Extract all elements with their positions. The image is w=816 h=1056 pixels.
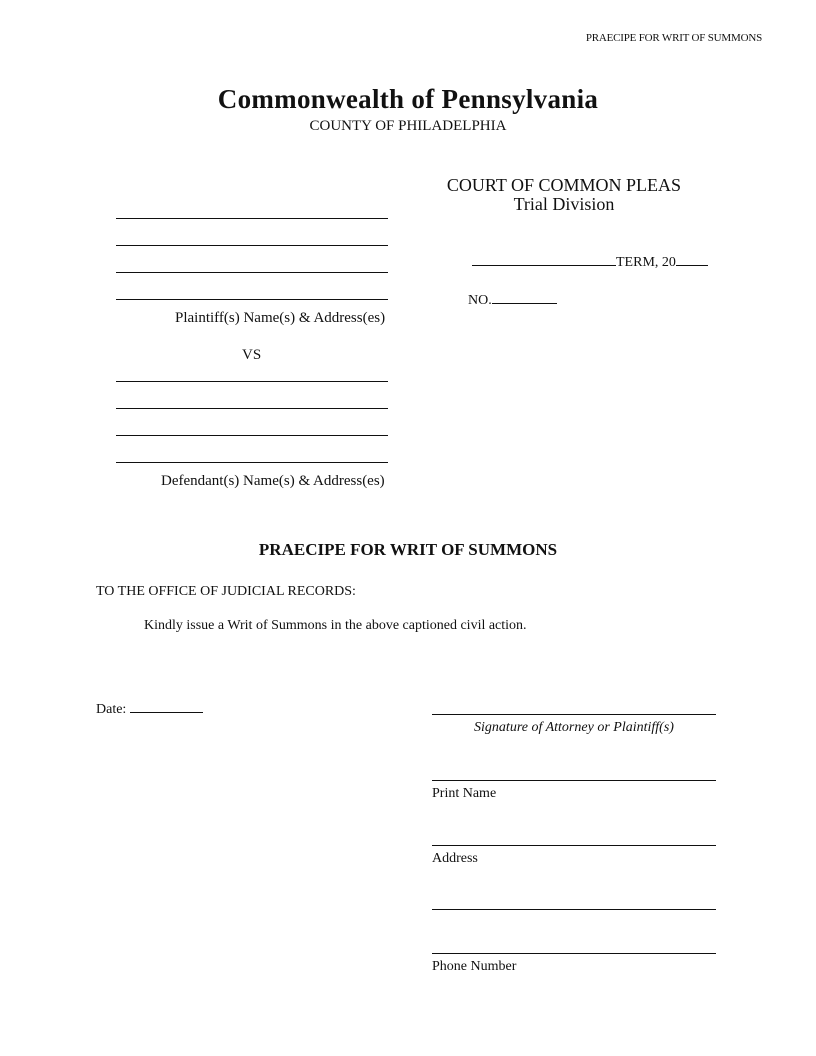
address-line-1[interactable] xyxy=(432,845,716,846)
term-blank[interactable] xyxy=(472,252,616,266)
plaintiff-line-4[interactable] xyxy=(116,299,388,300)
print-name-line[interactable] xyxy=(432,780,716,781)
phone-label: Phone Number xyxy=(432,959,517,974)
county-heading: COUNTY OF PHILADELPHIA xyxy=(309,118,507,134)
defendant-line-4[interactable] xyxy=(116,462,388,463)
addressee-line: TO THE OFFICE OF JUDICIAL RECORDS: xyxy=(96,584,356,599)
signature-label: Signature of Attorney or Plaintiff(s) xyxy=(474,720,674,735)
defendant-line-1[interactable] xyxy=(116,381,388,382)
case-number-field xyxy=(468,290,557,309)
court-division: Trial Division xyxy=(513,194,615,214)
print-name-label: Print Name xyxy=(432,786,497,801)
court-block xyxy=(414,176,714,214)
plaintiff-line-3[interactable] xyxy=(116,272,388,273)
plaintiff-line-1[interactable] xyxy=(116,218,388,219)
term-year-blank[interactable] xyxy=(676,252,708,266)
document-title: PRAECIPE FOR WRIT OF SUMMONS xyxy=(258,540,558,559)
signature-line[interactable] xyxy=(432,714,716,715)
defendant-label: Defendant(s) Name(s) & Address(es) xyxy=(161,473,385,489)
term-label: TERM, 20 xyxy=(616,255,676,270)
date-label: Date: xyxy=(96,702,127,717)
plaintiff-line-2[interactable] xyxy=(116,245,388,246)
address-label: Address xyxy=(432,851,478,866)
phone-line[interactable] xyxy=(432,953,716,954)
case-number-blank[interactable] xyxy=(492,290,557,304)
form-header-title: PRAECIPE FOR WRIT OF SUMMONS xyxy=(585,32,762,44)
defendant-line-2[interactable] xyxy=(116,408,388,409)
court-name: COURT OF COMMON PLEAS xyxy=(446,175,682,195)
term-field xyxy=(472,252,708,271)
date-blank[interactable] xyxy=(130,699,203,713)
versus-label: VS xyxy=(242,347,262,363)
date-field xyxy=(96,699,203,718)
request-text: Kindly issue a Writ of Summons in the above captioned civil action. xyxy=(144,618,527,633)
plaintiff-label: Plaintiff(s) Name(s) & Address(es) xyxy=(175,310,386,326)
address-line-2[interactable] xyxy=(432,909,716,910)
case-number-label: NO. xyxy=(468,293,492,308)
defendant-line-3[interactable] xyxy=(116,435,388,436)
commonwealth-heading: Commonwealth of Pennsylvania xyxy=(217,84,599,114)
